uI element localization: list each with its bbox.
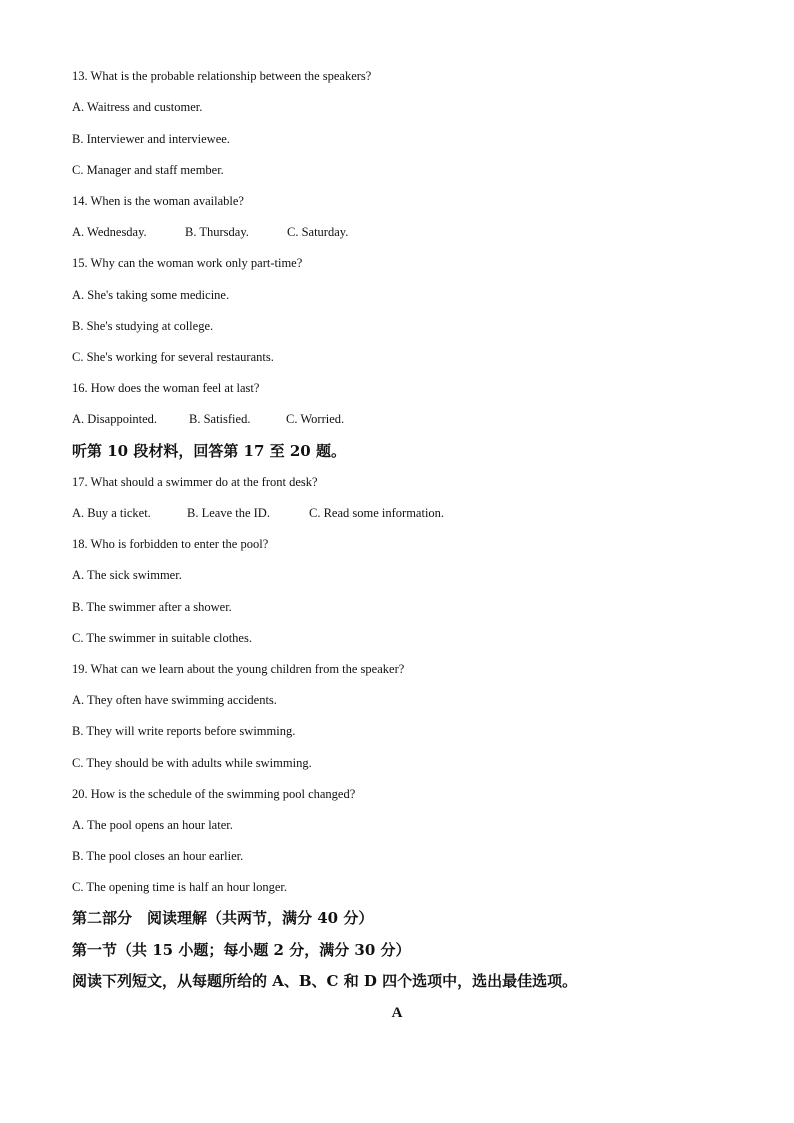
question-18-option-c: C. The swimmer in suitable clothes. (72, 631, 252, 645)
question-20-option-a: A. The pool opens an hour later. (72, 818, 233, 832)
question-19-option-b: B. They will write reports before swimming. (72, 724, 296, 738)
question-14-option-a: A. Wednesday. (72, 225, 147, 239)
part-2-title: 第二部分 阅读理解（共两节，满分 40 分） (72, 909, 374, 927)
question-15-option-c: C. She's working for several restaurants. (72, 350, 274, 364)
question-13-stem: 13. What is the probable relationship between the speakers? (72, 69, 372, 83)
question-13-option-a: A. Waitress and customer. (72, 100, 203, 114)
question-16-stem: 16. How does the woman feel at last? (72, 381, 260, 395)
question-17-option-b: B. Leave the ID. (187, 506, 270, 520)
question-13-option-b: B. Interviewer and interviewee. (72, 132, 230, 146)
question-19-option-a: A. They often have swimming accidents. (72, 693, 277, 707)
question-17-option-a: A. Buy a ticket. (72, 506, 151, 520)
question-16-option-a: A. Disappointed. (72, 412, 158, 426)
question-14-option-c: C. Saturday. (287, 225, 349, 239)
question-14-options (72, 224, 349, 240)
question-17-option-c: C. Read some information. (309, 506, 445, 520)
question-15-stem: 15. Why can the woman work only part-time? (72, 256, 303, 270)
question-14-stem: 14. When is the woman available? (72, 194, 244, 208)
question-16-options (72, 411, 345, 427)
question-18-option-b: B. The swimmer after a shower. (72, 600, 232, 614)
question-19-option-c: C. They should be with adults while swimming. (72, 756, 312, 770)
section-10-heading: 听第 10 段材料，回答第 17 至 20 题。 (72, 442, 346, 460)
question-17-stem: 17. What should a swimmer do at the front desk? (72, 475, 318, 489)
question-18-option-a: A. The sick swimmer. (72, 568, 182, 582)
question-19-stem: 19. What can we learn about the young children from the speaker? (72, 662, 405, 676)
question-20-option-c: C. The opening time is half an hour longer. (72, 880, 288, 894)
question-16-option-c: C. Worried. (286, 412, 345, 426)
question-20-stem: 20. How is the schedule of the swimming pool changed? (72, 787, 356, 801)
question-15-option-a: A. She's taking some medicine. (72, 288, 230, 302)
part-2-instruction: 阅读下列短文，从每题所给的 A、B、C 和 D 四个选项中，选出最佳选项。 (72, 972, 578, 990)
passage-label: A (391, 1005, 403, 1021)
question-13-option-c: C. Manager and staff member. (72, 163, 224, 177)
question-14-option-b: B. Thursday. (185, 225, 249, 239)
question-16-option-b: B. Satisfied. (189, 412, 251, 426)
part-2-section-1-heading: 第一节（共 15 小题；每小题 2 分，满分 30 分） (72, 941, 411, 959)
question-20-option-b: B. The pool closes an hour earlier. (72, 849, 244, 863)
question-15-option-b: B. She's studying at college. (72, 319, 214, 333)
question-17-options (72, 505, 445, 521)
question-18-stem: 18. Who is forbidden to enter the pool? (72, 537, 269, 551)
